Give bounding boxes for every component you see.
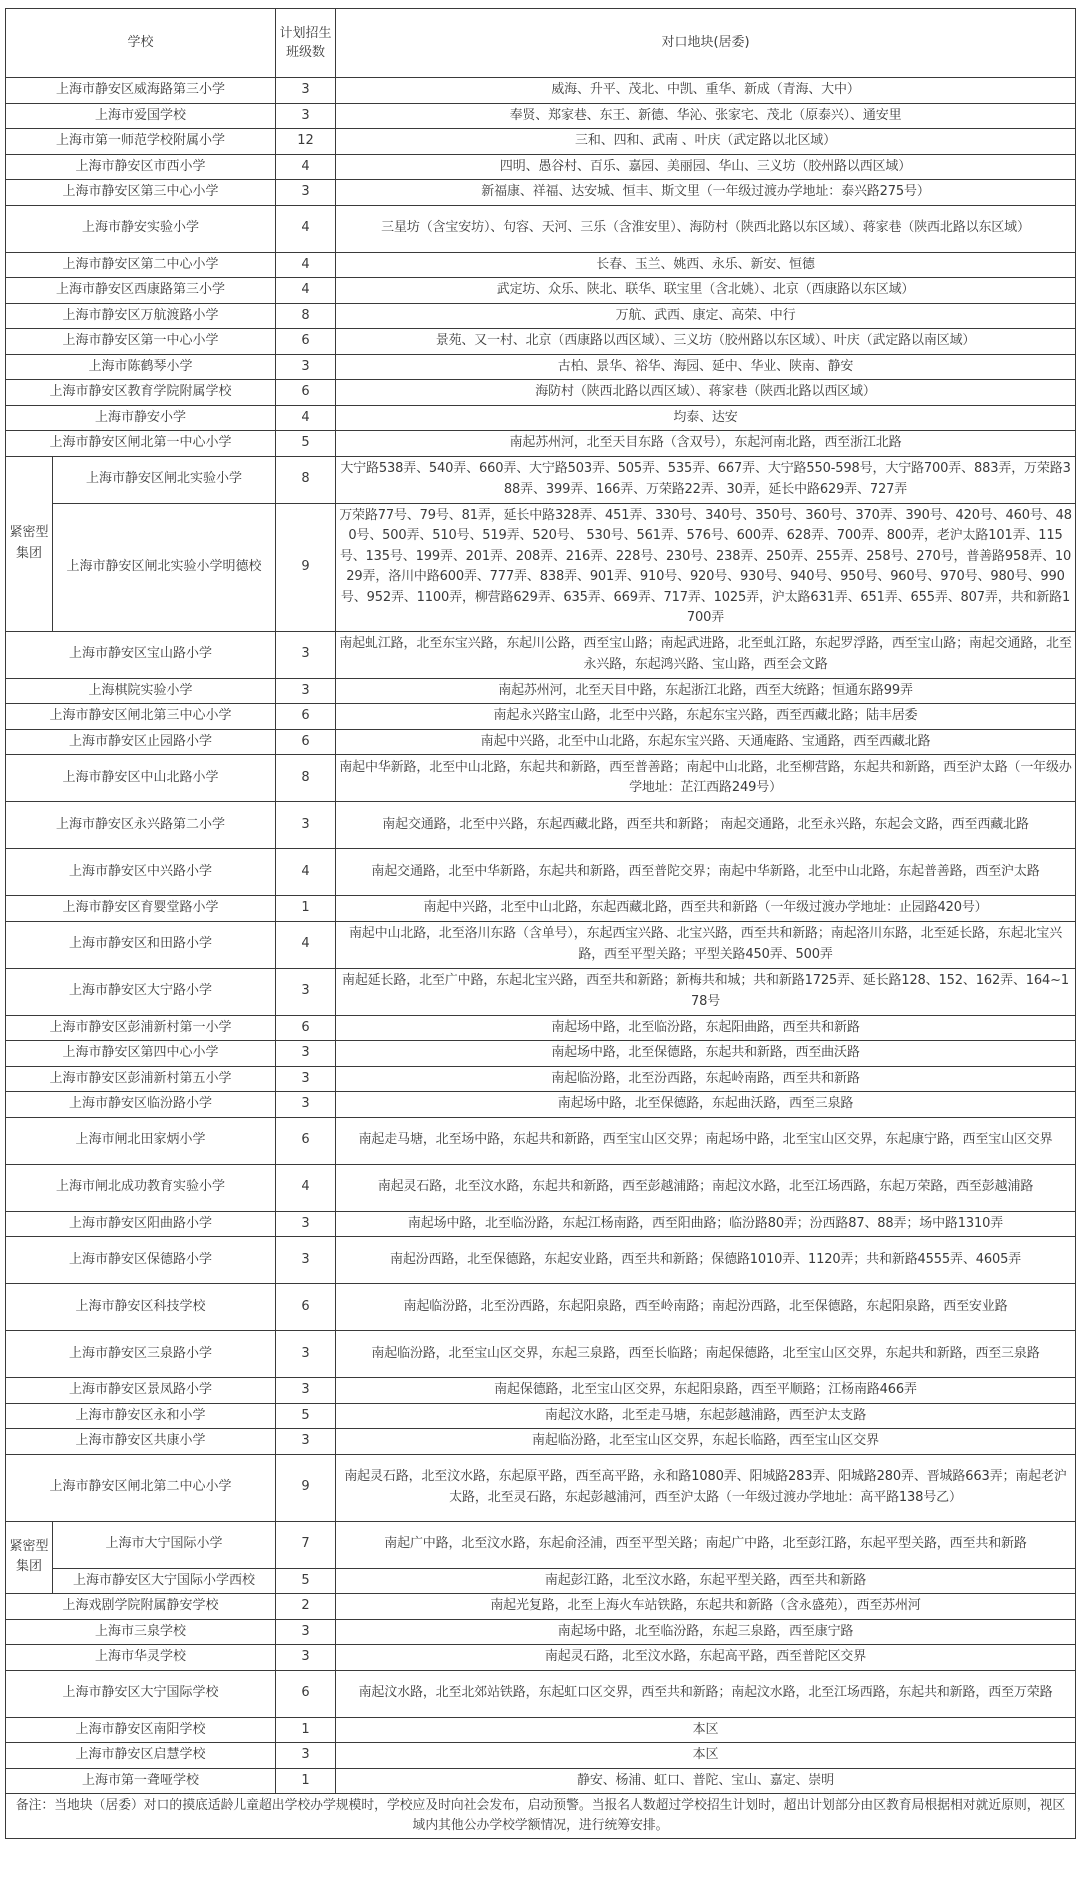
zone-area: 南起灵石路，北至汶水路，东起原平路，西至高平路，永和路1080弄、阳城路283弄、阳城路280弄、晋城路663弄；南起老沪太路，北至灵石路，东起彭越浦河，西至沪太路（一年级过渡办学地址：高平路138号乙） [336,1454,1076,1521]
table-note: 备注：当地块（居委）对口的摸底适龄儿童超出学校办学规模时，学校应及时向社会发布，启动预警。当报名人数超过学校招生计划时，超出计划部分由区教育局根据相对就近原则，视区域内其他公办学校学额情况，进行统筹安排。 [6,1794,1076,1839]
class-count: 3 [276,1378,336,1404]
table-row [6,1768,1076,1794]
class-count: 3 [276,1331,336,1378]
zone-area: 南起中兴路，北至中山北路，东起东宝兴路、天通庵路、宝通路，西至西藏北路 [336,729,1076,755]
table-row [6,252,1076,278]
zone-area: 南起中华新路，北至中山北路，东起共和新路，西至普善路；南起中山北路，北至柳营路，东起共和新路，西至沪太路（一年级办学地址：芷江西路249号） [336,755,1076,802]
school-name: 上海市静安区闸北实验小学明德校 [53,503,276,631]
table-row [6,1092,1076,1118]
table-row [6,1015,1076,1041]
table-row [6,1521,1076,1568]
school-name: 上海市静安区第三中心小学 [6,180,276,206]
table-row [6,78,1076,104]
table-row [6,1211,1076,1237]
zone-area: 南起光复路，北至上海火车站铁路，东起共和新路（含永盛苑），西至苏州河 [336,1594,1076,1620]
table-row [6,405,1076,431]
table-row [6,1331,1076,1378]
class-count: 3 [276,678,336,704]
class-count: 6 [276,329,336,355]
school-name: 上海市静安区闸北第三中心小学 [6,704,276,730]
class-count: 4 [276,405,336,431]
school-name: 上海市静安区阳曲路小学 [6,1211,276,1237]
zone-area: 南起场中路，北至临汾路，东起三泉路，西至康宁路 [336,1619,1076,1645]
enrollment-zone-table [5,8,1076,1839]
header-area: 对口地块(居委) [336,9,1076,78]
zone-area: 南起汾西路，北至保德路，东起安业路，西至共和新路；保德路1010弄、1120弄；共和新路4555弄、4605弄 [336,1237,1076,1284]
table-row [6,921,1076,968]
class-count: 6 [276,1670,336,1717]
table-row [6,1429,1076,1455]
class-count: 9 [276,503,336,631]
school-name: 上海市静安区闸北第二中心小学 [6,1454,276,1521]
school-name: 上海市华灵学校 [6,1645,276,1671]
table-row [6,503,1076,631]
group-label: 紧密型集团 [6,1521,53,1594]
table-row [6,802,1076,849]
zone-area: 古柏、景华、裕华、海园、延中、华业、陕南、静安 [336,354,1076,380]
zone-area: 南起汶水路，北至北郊站铁路，东起虹口区交界，西至共和新路；南起汶水路，北至江场西路，东起共和新路，西至万荣路 [336,1670,1076,1717]
class-count: 4 [276,849,336,896]
school-name: 上海市静安区保德路小学 [6,1237,276,1284]
zone-area: 四明、愚谷村、百乐、嘉园、美丽园、华山、三义坊（胶州路以西区域） [336,154,1076,180]
header-classes: 计划招生班级数 [276,9,336,78]
table-row [6,180,1076,206]
school-name: 上海市静安区彭浦新村第一小学 [6,1015,276,1041]
zone-area: 南起中山北路，北至洛川东路（含单号），东起西宝兴路、北宝兴路，西至共和新路；南起洛川东路，北至延长路，东起北宝兴路，西至平型关路；平型关路450弄、500弄 [336,921,1076,968]
table-row [6,729,1076,755]
table-row [6,1645,1076,1671]
school-name: 上海棋院实验小学 [6,678,276,704]
table-row [6,103,1076,129]
zone-area: 海防村（陕西北路以西区域）、蒋家巷（陕西北路以西区域） [336,380,1076,406]
school-name: 上海市静安区西康路第三小学 [6,278,276,304]
class-count: 4 [276,1164,336,1211]
school-name: 上海市大宁国际小学 [53,1521,276,1568]
table-row [6,968,1076,1015]
school-name: 上海市静安区启慧学校 [6,1743,276,1769]
zone-area: 南起场中路，北至临汾路，东起阳曲路，西至共和新路 [336,1015,1076,1041]
table-row [6,1237,1076,1284]
school-name: 上海市静安区育婴堂路小学 [6,896,276,922]
zone-area: 威海、升平、茂北、中凯、重华、新成（青海、大中） [336,78,1076,104]
table-row [6,1717,1076,1743]
table-row [6,1117,1076,1164]
school-name: 上海市静安区第四中心小学 [6,1041,276,1067]
school-name: 上海市第一师范学校附属小学 [6,129,276,155]
school-name: 上海市静安区科技学校 [6,1284,276,1331]
table-row [6,380,1076,406]
zone-area: 长春、玉兰、姚西、永乐、新安、恒德 [336,252,1076,278]
school-name: 上海市静安区大宁国际学校 [6,1670,276,1717]
table-row [6,1594,1076,1620]
class-count: 1 [276,896,336,922]
class-count: 3 [276,1211,336,1237]
school-name: 上海市静安区第二中心小学 [6,252,276,278]
table-row [6,1403,1076,1429]
header-school: 学校 [6,9,276,78]
class-count: 3 [276,103,336,129]
school-name: 上海市静安区闸北第一中心小学 [6,431,276,457]
table-row [6,354,1076,380]
zone-area: 本区 [336,1717,1076,1743]
zone-area: 奉贤、郑家巷、东王、新德、华沁、张家宅、茂北（原泰兴）、通安里 [336,103,1076,129]
school-name: 上海市静安区临汾路小学 [6,1092,276,1118]
table-row [6,1284,1076,1331]
school-name: 上海市静安区止园路小学 [6,729,276,755]
table-body [6,78,1076,1839]
zone-area: 三星坊（含宝安坊）、句容、天河、三乐（含淮安里）、海防村（陕西北路以东区域）、蒋家巷（陕西北路以东区域） [336,205,1076,252]
table-row [6,1619,1076,1645]
school-name: 上海市静安小学 [6,405,276,431]
school-name: 上海市静安区宝山路小学 [6,631,276,678]
school-name: 上海市静安区教育学院附属学校 [6,380,276,406]
school-name: 上海市静安区闸北实验小学 [53,456,276,503]
school-name: 上海市静安区景凤路小学 [6,1378,276,1404]
zone-area: 南起临汾路，北至汾西路，东起岭南路，西至共和新路 [336,1066,1076,1092]
zone-area: 南起彭江路，北至汶水路，东起平型关路，西至共和新路 [336,1568,1076,1594]
zone-area: 万航、武西、康定、高荣、中行 [336,303,1076,329]
school-name: 上海市三泉学校 [6,1619,276,1645]
school-name: 上海市静安区第一中心小学 [6,329,276,355]
school-name: 上海市静安区永和小学 [6,1403,276,1429]
zone-area: 南起走马塘，北至场中路，东起共和新路，西至宝山区交界；南起场中路，北至宝山区交界，东起康宁路，西至宝山区交界 [336,1117,1076,1164]
class-count: 4 [276,205,336,252]
table-row [6,896,1076,922]
class-count: 3 [276,180,336,206]
group-label: 紧密型集团 [6,456,53,631]
zone-area: 南起临汾路，北至宝山区交界，东起长临路，西至宝山区交界 [336,1429,1076,1455]
table-row [6,1670,1076,1717]
table-row [6,129,1076,155]
zone-area: 三和、四和、武南 、叶庆（武定路以北区域） [336,129,1076,155]
class-count: 4 [276,154,336,180]
class-count: 3 [276,1066,336,1092]
zone-area: 南起交通路，北至中华新路，东起共和新路，西至普陀交界；南起中华新路，北至中山北路，东起普善路，西至沪太路 [336,849,1076,896]
zone-area: 南起苏州河，北至天目中路，东起浙江北路，西至大统路；恒通东路99弄 [336,678,1076,704]
zone-area: 南起中兴路，北至中山北路，东起西藏北路，西至共和新路（一年级过渡办学地址：止园路420号） [336,896,1076,922]
school-name: 上海市静安区中兴路小学 [6,849,276,896]
zone-area: 南起虬江路，北至东宝兴路，东起川公路，西至宝山路；南起武进路，北至虬江路，东起罗浮路，西至宝山路；南起交通路，北至永兴路，东起鸿兴路、宝山路，西至会文路 [336,631,1076,678]
school-name: 上海市静安区共康小学 [6,1429,276,1455]
zone-area: 万荣路77号、79号、81弄，延长中路328弄、451弄、330号、340号、350号、360号、370弄、390号、420号、460号、480号、500弄、510号、519弄、520号、 530号、561弄、576号、600弄、628弄、700弄、800弄，老沪太路101弄、115号、135号、199弄、201弄、208弄、216弄、228号、230号、238弄、250弄、255弄、258号、270号，普善路958弄、1029弄，洛川中路600弄、777弄、838弄、901弄、910号、920号、930号、940号、950号、960号、970号、980号、990号、952弄、1100弄，柳营路629弄、635弄、669弄、717弄、1025弄，沪太路631弄、651弄、655弄、807弄，共和新路1700弄 [336,503,1076,631]
class-count: 3 [276,78,336,104]
zone-area: 本区 [336,1743,1076,1769]
school-name: 上海市静安区和田路小学 [6,921,276,968]
zone-area: 景苑、又一村、北京（西康路以西区域）、三义坊（胶州路以东区域）、叶庆（武定路以南区域） [336,329,1076,355]
class-count: 6 [276,380,336,406]
table-note-row [6,1794,1076,1839]
zone-area: 南起汶水路，北至走马塘，东起彭越浦路，西至沪太支路 [336,1403,1076,1429]
zone-area: 南起苏州河，北至天目东路（含双号），东起河南北路，西至浙江北路 [336,431,1076,457]
class-count: 3 [276,1743,336,1769]
class-count: 3 [276,1092,336,1118]
table-row [6,704,1076,730]
class-count: 6 [276,1117,336,1164]
school-name: 上海市第一聋哑学校 [6,1768,276,1794]
class-count: 1 [276,1768,336,1794]
class-count: 4 [276,252,336,278]
class-count: 5 [276,431,336,457]
class-count: 7 [276,1521,336,1568]
table-row [6,329,1076,355]
class-count: 3 [276,631,336,678]
class-count: 8 [276,303,336,329]
table-row [6,1066,1076,1092]
class-count: 9 [276,1454,336,1521]
class-count: 3 [276,968,336,1015]
table-row [6,278,1076,304]
class-count: 8 [276,755,336,802]
table-row [6,303,1076,329]
zone-area: 南起永兴路宝山路，北至中兴路，东起东宝兴路，西至西藏北路；陆丰居委 [336,704,1076,730]
school-name: 上海市静安区彭浦新村第五小学 [6,1066,276,1092]
school-name: 上海市静安区威海路第三小学 [6,78,276,104]
school-name: 上海市静安区大宁路小学 [6,968,276,1015]
table-row [6,154,1076,180]
zone-area: 南起灵石路，北至汶水路，东起共和新路，西至彭越浦路；南起汶水路，北至江场西路，东起万荣路，西至彭越浦路 [336,1164,1076,1211]
class-count: 6 [276,1284,336,1331]
zone-area: 新福康、祥福、达安城、恒丰、斯文里（一年级过渡办学地址：泰兴路275号） [336,180,1076,206]
table-row [6,1164,1076,1211]
zone-area: 南起场中路，北至保德路，东起共和新路，西至曲沃路 [336,1041,1076,1067]
table-row [6,1743,1076,1769]
school-name: 上海戏剧学院附属静安学校 [6,1594,276,1620]
class-count: 4 [276,921,336,968]
table-row [6,205,1076,252]
class-count: 3 [276,1645,336,1671]
table-row [6,431,1076,457]
table-row [6,849,1076,896]
class-count: 6 [276,704,336,730]
school-name: 上海市静安区三泉路小学 [6,1331,276,1378]
class-count: 3 [276,1237,336,1284]
zone-area: 南起灵石路，北至汶水路，东起高平路，西至普陀区交界 [336,1645,1076,1671]
class-count: 1 [276,1717,336,1743]
class-count: 4 [276,278,336,304]
school-name: 上海市静安区南阳学校 [6,1717,276,1743]
school-name: 上海市陈鹤琴小学 [6,354,276,380]
school-name: 上海市静安区万航渡路小学 [6,303,276,329]
class-count: 3 [276,1619,336,1645]
school-name: 上海市静安区市西小学 [6,154,276,180]
zone-area: 静安、杨浦、虹口、普陀、宝山、嘉定、崇明 [336,1768,1076,1794]
class-count: 5 [276,1568,336,1594]
class-count: 6 [276,729,336,755]
class-count: 3 [276,802,336,849]
class-count: 3 [276,1041,336,1067]
class-count: 12 [276,129,336,155]
school-name: 上海市闸北田家炳小学 [6,1117,276,1164]
class-count: 5 [276,1403,336,1429]
zone-area: 均泰、达安 [336,405,1076,431]
school-name: 上海市静安区永兴路第二小学 [6,802,276,849]
class-count: 3 [276,354,336,380]
school-name: 上海市静安实验小学 [6,205,276,252]
zone-area: 南起临汾路，北至宝山区交界，东起三泉路，西至长临路；南起保德路，北至宝山区交界，东起共和新路，西至三泉路 [336,1331,1076,1378]
table-row [6,1041,1076,1067]
table-row [6,1568,1076,1594]
class-count: 3 [276,1429,336,1455]
class-count: 2 [276,1594,336,1620]
class-count: 6 [276,1015,336,1041]
table-row [6,1454,1076,1521]
zone-area: 南起交通路，北至中兴路，东起西藏北路，西至共和新路； 南起交通路，北至永兴路，东起会文路，西至西藏北路 [336,802,1076,849]
table-row [6,755,1076,802]
class-count: 8 [276,456,336,503]
school-name: 上海市静安区大宁国际小学西校 [53,1568,276,1594]
zone-area: 南起延长路，北至广中路，东起北宝兴路，西至共和新路；新梅共和城；共和新路1725弄、延长路128、152、162弄、164~178号 [336,968,1076,1015]
zone-area: 大宁路538弄、540弄、660弄、大宁路503弄、505弄、535弄、667弄、大宁路550-598号，大宁路700弄、883弄，万荣路388弄、399弄、166弄、万荣路22弄、30弄，延长中路629弄、727弄 [336,456,1076,503]
school-name: 上海市静安区中山北路小学 [6,755,276,802]
school-name: 上海市闸北成功教育实验小学 [6,1164,276,1211]
school-name: 上海市爱国学校 [6,103,276,129]
table-row [6,678,1076,704]
zone-area: 南起广中路，北至汶水路，东起俞泾浦，西至平型关路；南起广中路，北至彭江路，东起平型关路，西至共和新路 [336,1521,1076,1568]
table-row [6,631,1076,678]
table-row [6,456,1076,503]
zone-area: 南起保德路，北至宝山区交界，东起阳泉路，西至平顺路；江杨南路466弄 [336,1378,1076,1404]
zone-area: 武定坊、众乐、陕北、联华、联宝里（含北姚）、北京（西康路以东区域） [336,278,1076,304]
zone-area: 南起临汾路，北至汾西路，东起阳泉路，西至岭南路；南起汾西路，北至保德路，东起阳泉路，西至安业路 [336,1284,1076,1331]
zone-area: 南起场中路，北至保德路，东起曲沃路，西至三泉路 [336,1092,1076,1118]
zone-area: 南起场中路，北至临汾路，东起江杨南路，西至阳曲路；临汾路80弄；汾西路87、88弄；场中路1310弄 [336,1211,1076,1237]
table-row [6,1378,1076,1404]
